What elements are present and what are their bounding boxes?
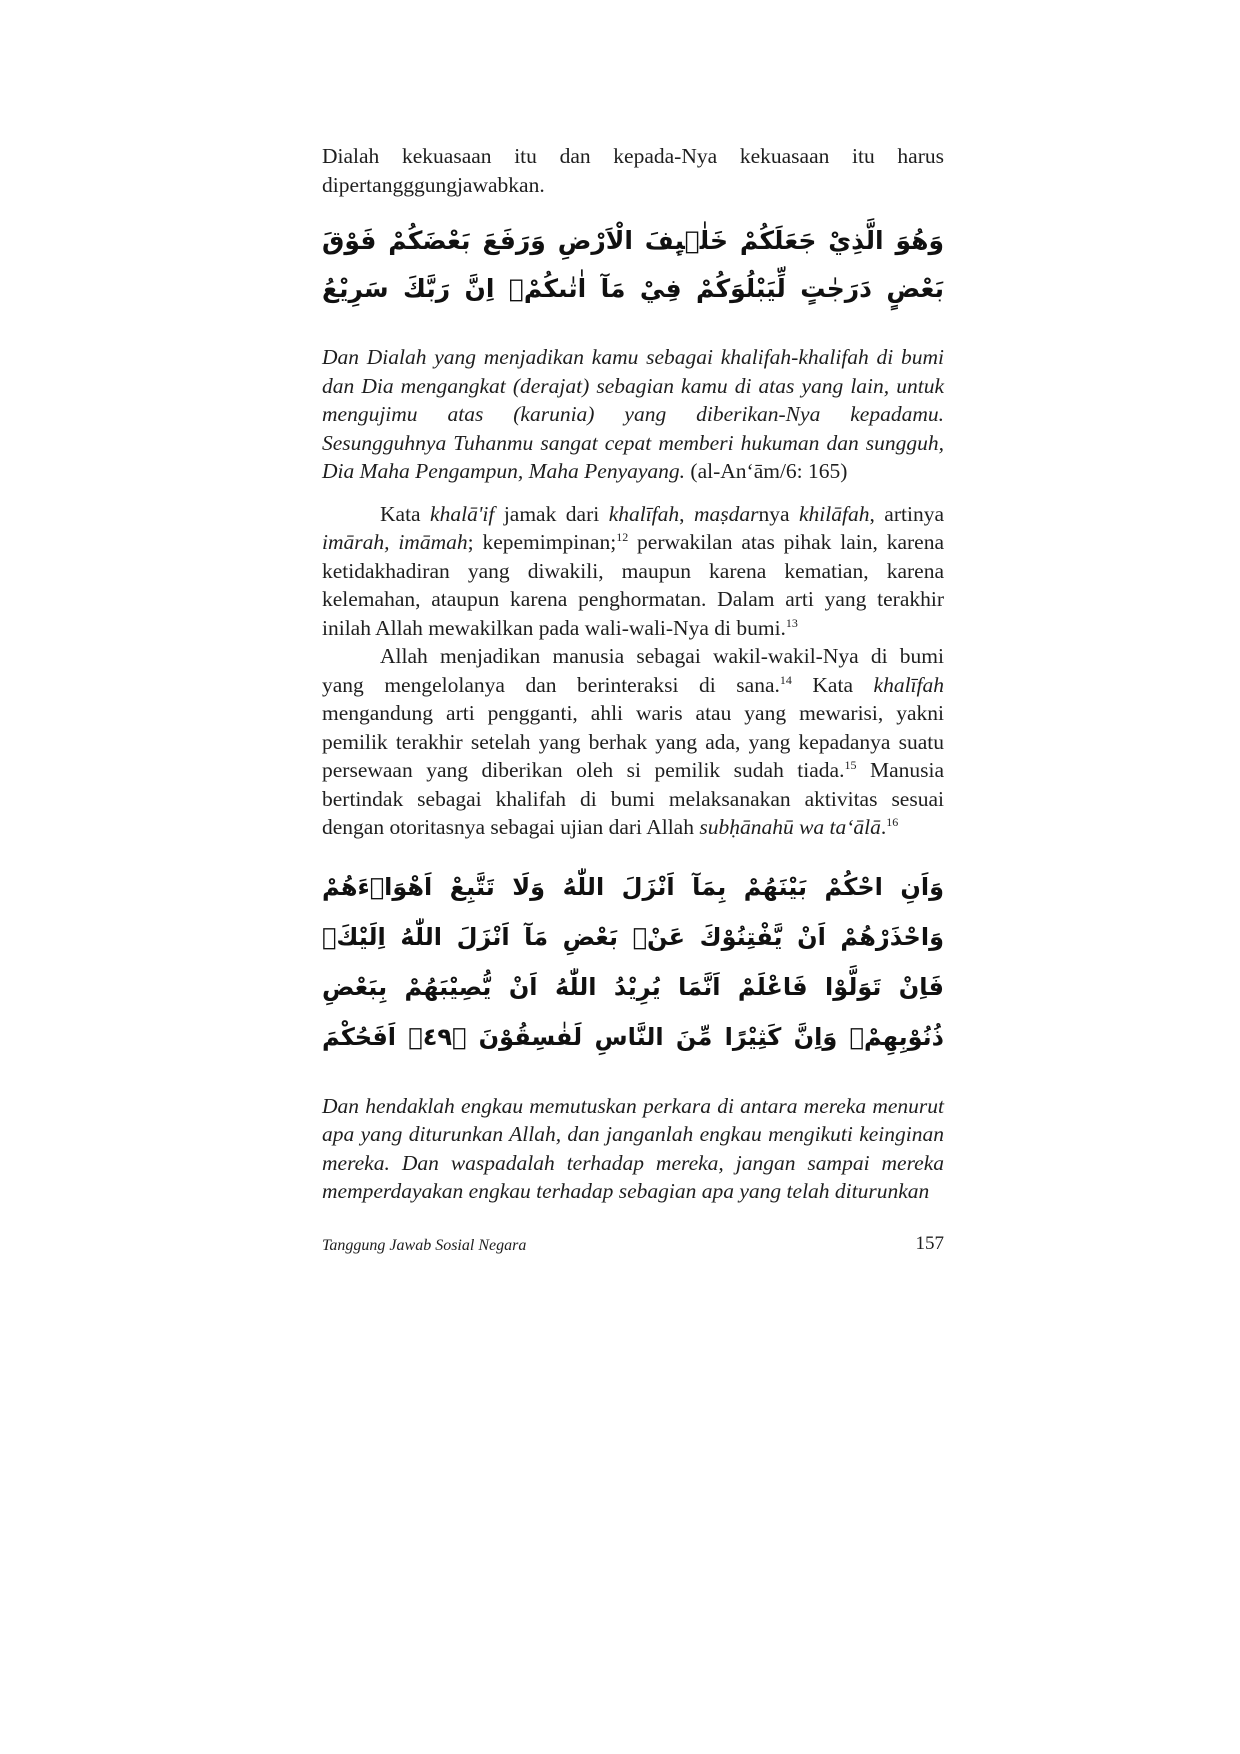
quran-verse-al-maidah-49-50: وَاَنِ احْكُمْ بَيْنَهُمْ بِمَآ اَنْزَلَ اللّٰهُ وَلَا تَتَّبِعْ اَهْوَاۤءَهُمْ وَاحْذَرْهُمْ اَنْ يَّفْتِنُوْكَ عَنْۢ بَعْضِ مَآ اَنْزَلَ اللّٰهُ اِلَيْكَۗ فَاِنْ تَوَلَّوْا فَاعْلَمْ اَنَّمَا يُرِيْدُ اللّٰهُ اَنْ يُّصِيْبَهُمْ بِبَعْضِ ذُنُوْبِهِمْۗ وَاِنَّ كَثِيْرًا مِّنَ النَّاسِ لَفٰسِقُوْنَ ﴿٤٩﴾ اَفَحُكْمَ xyxy=(322,872,944,1051)
text: Manusia bertindak sebagai khalifah di bumi melaksanakan aktivitas sesuai dengan otoritasnya sebagai ujian dari Allah xyxy=(322,758,944,839)
text: jamak dari xyxy=(494,501,609,526)
footnote-ref-13[interactable]: 13 xyxy=(785,615,798,630)
footnote-ref-15[interactable]: 15 xyxy=(844,758,857,772)
term-khalifah: khalīfah xyxy=(608,501,680,526)
body-paragraph-1 xyxy=(322,500,944,643)
text: , xyxy=(679,501,694,526)
term-khalifah: khalīfah xyxy=(873,672,944,697)
footnote-ref-14[interactable]: 14 xyxy=(779,672,792,687)
intro-paragraph: Dialah kekuasaan itu dan kepada-Nya kekuasaan itu harus dipertangggungjawabkan. xyxy=(322,144,944,197)
text: perwakilan atas pihak lain, karena ketidakhadiran yang diwakili, maupun karena kematian, karena kelemahan, ataupun karena penghormatan. Dalam arti yang terakhir inilah Allah mewakilkan pada wali-wali-Nya di bumi. xyxy=(322,530,945,640)
text: . xyxy=(880,815,887,839)
footnote-ref-12[interactable]: 12 xyxy=(616,530,629,544)
page-footer xyxy=(322,1235,944,1265)
text: Kata xyxy=(380,501,431,526)
text: nya xyxy=(758,501,799,526)
body-paragraph-2 xyxy=(322,642,944,842)
verse-1-reference: (al-An‘ām/6: 165) xyxy=(690,459,848,483)
term-khilafah: khilāfah xyxy=(799,501,870,526)
term-subhanahu-wa-taala: subḥānahū wa ta‘ālā xyxy=(699,815,881,839)
verse-1-translation xyxy=(322,343,944,486)
text: mengandung arti pengganti, ahli waris atau yang mewarisi, yakni pemilik terakhir setelah yang berhak yang ada, yang kepadanya suatu persewaan yang diberikan oleh si pemilik sudah tiada. xyxy=(322,701,944,782)
footnote-ref-16[interactable]: 16 xyxy=(886,815,899,829)
running-title: Tanggung Jawab Sosial Negara xyxy=(322,1237,527,1254)
text: , artinya xyxy=(869,501,944,526)
text: Allah menjadikan manusia sebagai wakil-wakil-Nya di bumi yang mengelolanya dan berinteraksi di sana. xyxy=(322,644,944,697)
verse-1-translation-text: Dan Dialah yang menjadikan kamu sebagai khalifah-khalifah di bumi dan Dia mengangkat (derajat) sebagian kamu di atas yang lain, untuk mengujimu atas (karunia) yang diberikan-Nya kepadamu. Sesungguhnya Tuhanmu sangat cepat memberi hukuman dan sungguh, Dia Maha Pengampun, Maha Penyayang. xyxy=(322,345,944,483)
term-imarah-imamah: imārah, imāmah xyxy=(322,530,468,554)
term-masdar: maṣdar xyxy=(693,501,759,526)
text: Kata xyxy=(791,672,874,697)
page-body xyxy=(322,142,944,1206)
quran-verse-al-anam-165: وَهُوَ الَّذِيْ جَعَلَكُمْ خَلٰۤىِٕفَ الْاَرْضِ وَرَفَعَ بَعْضَكُمْ فَوْقَ بَعْضٍ دَرَجٰتٍ لِّيَبْلُوَكُمْ فِيْ مَآ اٰتٰىكُمْۗ اِنَّ رَبَّكَ سَرِيْعُ xyxy=(322,226,944,303)
page-number: 157 xyxy=(915,1233,944,1254)
term-khalaif: khalā'if xyxy=(430,501,495,526)
text: ; kepemimpinan; xyxy=(467,530,617,554)
verse-2-translation: Dan hendaklah engkau memutuskan perkara di antara mereka menurut apa yang diturunkan Allah, dan janganlah engkau mengikuti keinginan mereka. Dan waspadalah terhadap mereka, jangan sampai mereka memperdayakan engkau terhadap sebagian apa yang telah diturunkan xyxy=(322,1093,944,1203)
